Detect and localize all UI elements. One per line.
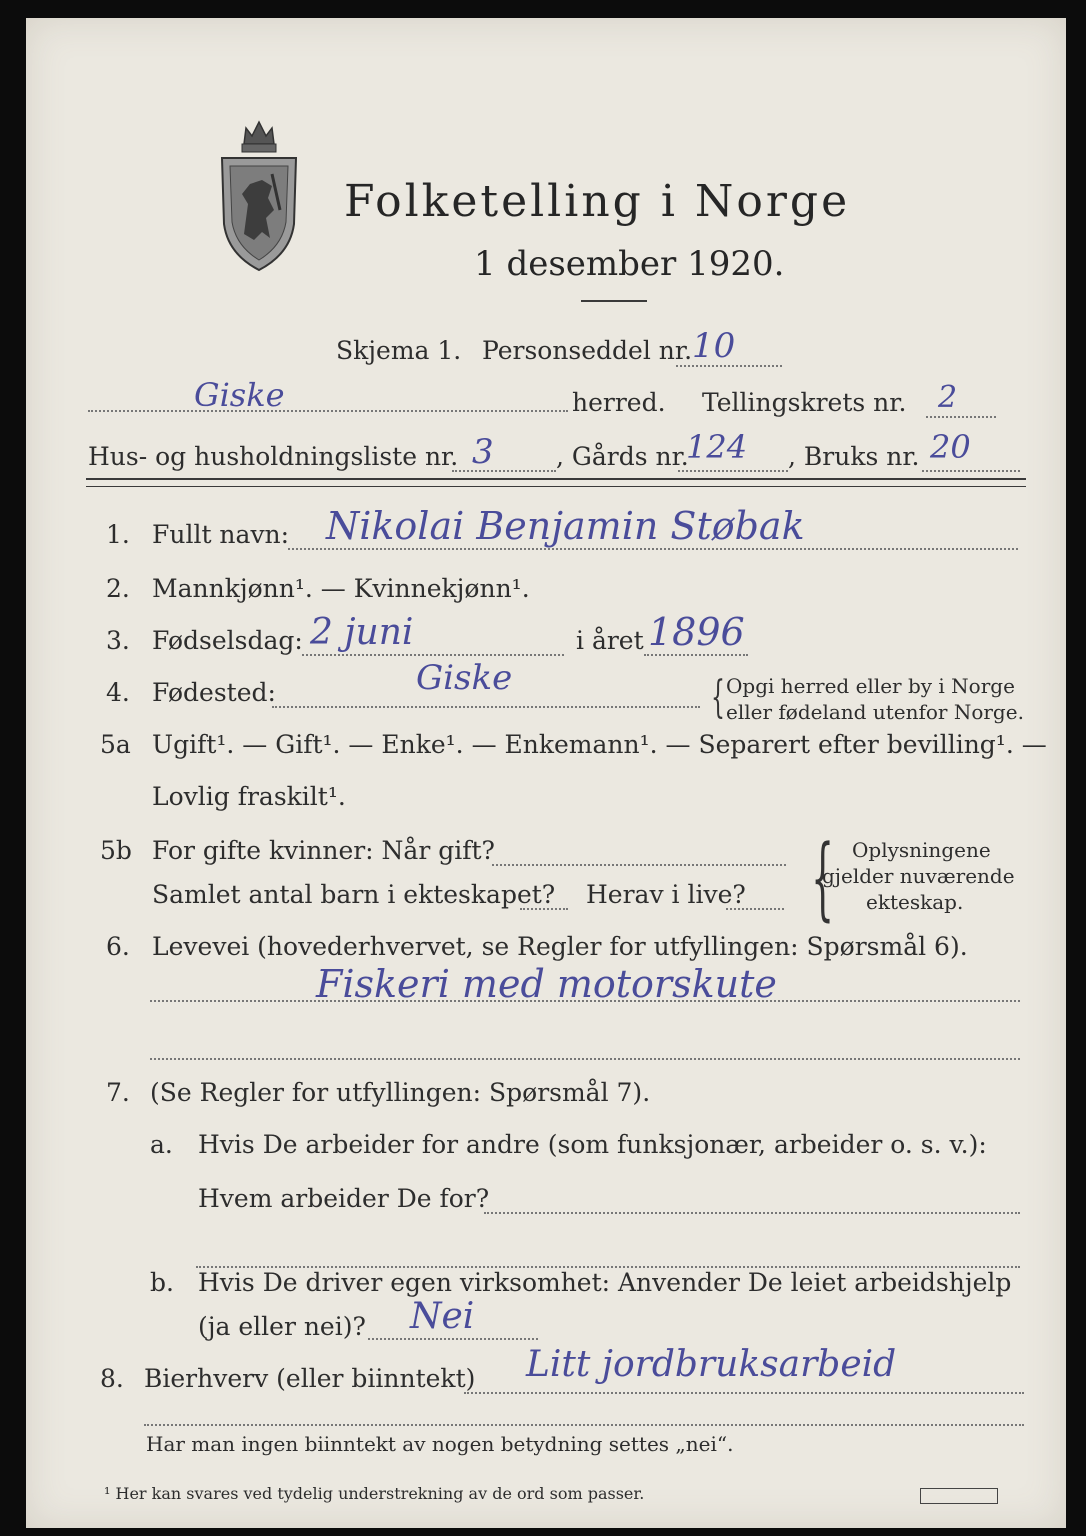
q5b-line2a: Samlet antal barn i ekteskapet? — [152, 880, 556, 909]
q5b-children-field-line — [520, 908, 568, 910]
husliste-value: 3 — [472, 432, 494, 472]
q4-note-line2: eller fødeland utenfor Norge. — [726, 700, 1024, 724]
q5b-note-line2: gjelder nuværende — [822, 864, 1015, 888]
skjema-label: Skjema 1. — [336, 336, 462, 365]
header-rule-top — [86, 478, 1026, 480]
husliste-label: Hus- og husholdningsliste nr. — [88, 442, 459, 471]
q4-value: Giske — [416, 658, 513, 698]
q4-number: 4. — [106, 678, 130, 707]
gards-field-line — [678, 470, 788, 472]
census-form — [26, 18, 1066, 1528]
q2-number: 2. — [106, 574, 130, 603]
q3-year-field-line — [644, 654, 748, 656]
coat-of-arms-icon — [214, 114, 304, 274]
q4-note-line1: Opgi herred eller by i Norge — [726, 674, 1015, 698]
gards-label: , Gårds nr. — [556, 442, 689, 471]
q5b-number: 5b — [100, 836, 132, 865]
form-title: Folketelling i Norge — [344, 176, 851, 227]
q3-year-label: i året — [576, 626, 644, 655]
q7b-line1: Hvis De driver egen virksomhet: Anvender De leiet arbeidshjelp — [198, 1268, 1012, 1297]
bruks-field-line — [922, 470, 1020, 472]
q7b-line2: (ja eller nei)? — [198, 1312, 366, 1341]
q7-number: 7. — [106, 1078, 130, 1107]
herred-field-line — [88, 410, 568, 412]
q7a-line2: Hvem arbeider De for? — [198, 1184, 490, 1213]
footer-note: Har man ingen biinntekt av nogen betydning settes „nei“. — [146, 1432, 734, 1456]
q4-label: Fødested: — [152, 678, 276, 707]
q7a-field-line-1 — [484, 1212, 1020, 1214]
q5b-alive-field-line — [726, 908, 784, 910]
husliste-field-line — [452, 470, 556, 472]
q6-value: Fiskeri med motorskute — [316, 962, 777, 1006]
q4-brace: { — [711, 672, 725, 723]
bruks-value: 20 — [930, 428, 971, 466]
q5b-note-line3: ekteskap. — [866, 890, 964, 914]
q5a-number: 5a — [100, 730, 131, 759]
gards-value: 124 — [686, 428, 748, 466]
title-divider — [581, 300, 647, 302]
q7b-letter: b. — [150, 1268, 174, 1297]
header-rule-bottom — [86, 486, 1026, 487]
q3-field-line — [302, 654, 564, 656]
q3-number: 3. — [106, 626, 130, 655]
q3-value: 2 juni — [310, 612, 414, 653]
q7a-letter: a. — [150, 1130, 173, 1159]
herred-value: Giske — [194, 376, 285, 414]
tellingskrets-label: Tellingskrets nr. — [702, 388, 907, 417]
q1-label: Fullt navn: — [152, 520, 290, 549]
q5a-line1: Ugift¹. — Gift¹. — Enke¹. — Enkemann¹. — Separert efter bevilling¹. — — [152, 730, 1047, 759]
personseddel-value: 10 — [692, 326, 736, 366]
q3-label: Fødselsdag: — [152, 626, 303, 655]
q7b-field-line — [368, 1338, 538, 1340]
q1-number: 1. — [106, 520, 130, 549]
q5b-line2b: Herav i live? — [586, 880, 746, 909]
q1-field-line — [288, 548, 1018, 550]
q7a-line1: Hvis De arbeider for andre (som funksjonær, arbeider o. s. v.): — [198, 1130, 987, 1159]
q5a-line2: Lovlig fraskilt¹. — [152, 782, 346, 811]
q1-value: Nikolai Benjamin Støbak — [326, 504, 805, 548]
q3-year-value: 1896 — [648, 610, 745, 654]
q8-number: 8. — [100, 1364, 124, 1393]
herred-label: herred. — [572, 388, 666, 417]
q6-label: Levevei (hovederhvervet, se Regler for utfyllingen: Spørsmål 6). — [152, 932, 968, 961]
q8-label: Bierhverv (eller biinntekt) — [144, 1364, 476, 1393]
q2-label: Mannkjønn¹. — Kvinnekjønn¹. — [152, 574, 530, 603]
q5b-line1: For gifte kvinner: Når gift? — [152, 836, 495, 865]
q7b-value: Nei — [410, 1296, 475, 1337]
q8-field-line-2 — [144, 1424, 1024, 1426]
printer-stamp — [920, 1488, 998, 1504]
q6-field-line-2 — [150, 1058, 1020, 1060]
personseddel-label: Personseddel nr. — [482, 336, 693, 365]
q8-field-line-1 — [464, 1392, 1024, 1394]
q8-value: Litt jordbruksarbeid — [526, 1344, 897, 1385]
tellingskrets-field-line — [926, 416, 996, 418]
footnote: ¹ Her kan svares ved tydelig understrekning av de ord som passer. — [104, 1484, 645, 1503]
tellingskrets-value: 2 — [938, 380, 958, 415]
q5b-married-field-line — [492, 864, 786, 866]
q5b-note-line1: Oplysningene — [852, 838, 991, 862]
q7-label: (Se Regler for utfyllingen: Spørsmål 7). — [150, 1078, 651, 1107]
bruks-label: , Bruks nr. — [788, 442, 920, 471]
form-date: 1 desember 1920. — [474, 244, 785, 284]
q6-field-line-1 — [150, 1000, 1020, 1002]
q5b-brace: { — [811, 826, 835, 931]
q4-field-line — [272, 706, 700, 708]
q6-number: 6. — [106, 932, 130, 961]
